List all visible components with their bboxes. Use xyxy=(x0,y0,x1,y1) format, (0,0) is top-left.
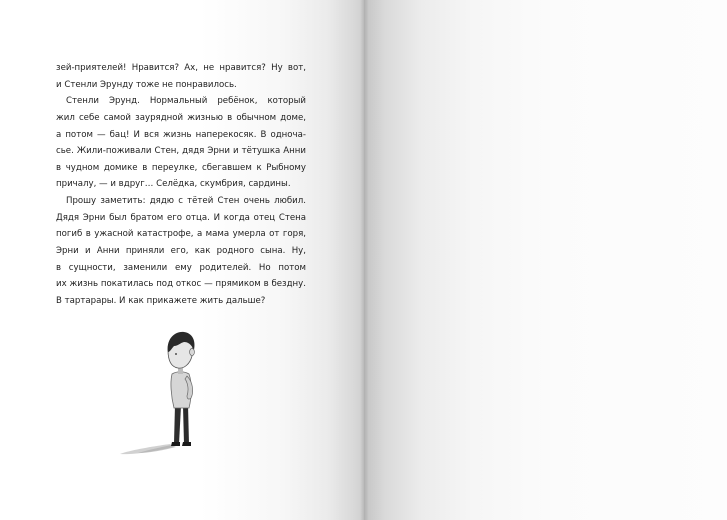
text-line: зей-приятелей! Нравится? Ах, не нравится? Ну вот, xyxy=(56,63,306,73)
text-line: а потом — бац! И вся жизнь наперекосяк. В одноча- xyxy=(56,129,306,140)
text-line: Дядя Эрни был братом его отца. И когда отец Стена xyxy=(56,212,306,223)
text-line: Стенли Эрунд. Нормальный ребёнок, который xyxy=(66,96,306,107)
text-line: в чудном домике в переулке, сбегавшем к Рыбному xyxy=(56,162,306,173)
text-line: погиб в ужасной катастрофе, а мама умерла от горя, xyxy=(56,229,306,240)
text-line: В тартарары. И как прикажете жить дальше? xyxy=(56,295,266,306)
boy-standing-illustration xyxy=(108,322,228,462)
text-line: Прошу заметить: дядю с тётей Стен очень любил. xyxy=(66,196,306,207)
text-line: их жизнь покатилась под откос — прямиком в бездну. xyxy=(56,279,306,290)
text-line: жил себе самой заурядной жизнью в обычном доме, xyxy=(56,112,306,123)
text-line: и Стенли Эрунду тоже не понравилось. xyxy=(56,79,237,90)
body-text xyxy=(56,60,306,310)
page-gutter xyxy=(360,0,368,520)
text-line: Эрни и Анни приняли его, как родного сына. Ну, xyxy=(56,246,306,257)
text-line: причалу, — и вдруг… Селёдка, скумбрия, сардины. xyxy=(56,179,291,190)
text-line: в сущности, заменили ему родителей. Но потом xyxy=(56,262,306,273)
text-line: сье. Жили-поживали Стен, дядя Эрни и тётушка Анни xyxy=(56,146,306,157)
right-page xyxy=(364,0,727,520)
